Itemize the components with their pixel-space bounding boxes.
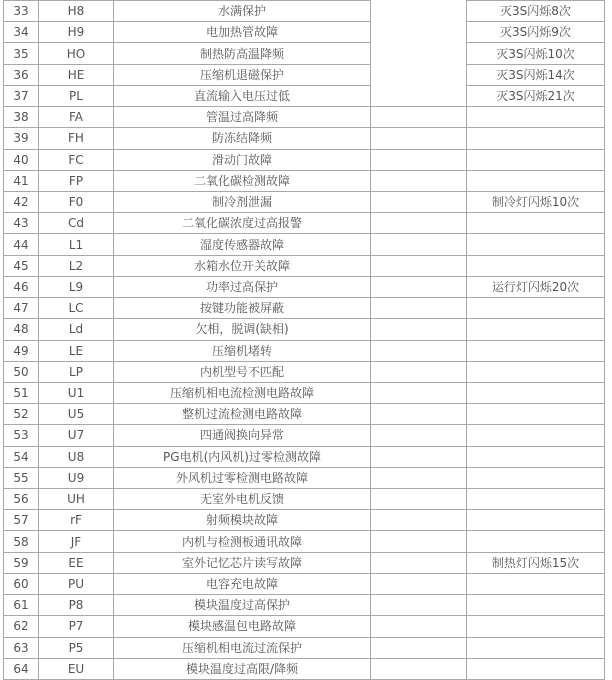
- table-row: [4, 446, 605, 467]
- row-index-cell: 50: [4, 361, 39, 382]
- note-cell: [371, 658, 467, 679]
- row-index-cell: 55: [4, 467, 39, 488]
- fault-code-table-body: [4, 1, 605, 680]
- fault-code-cell: P8: [39, 595, 114, 616]
- indicator-cell: 灭3S闪烁8次: [467, 1, 605, 22]
- table-row: [4, 489, 605, 510]
- fault-description-cell: 防冻结降频: [114, 128, 371, 149]
- fault-code-cell: UH: [39, 489, 114, 510]
- table-row: [4, 1, 605, 22]
- table-row: [4, 22, 605, 43]
- table-row: [4, 107, 605, 128]
- fault-code-cell: EU: [39, 658, 114, 679]
- note-cell: [371, 149, 467, 170]
- note-cell: [371, 637, 467, 658]
- row-index-cell: 49: [4, 340, 39, 361]
- fault-code-cell: L1: [39, 234, 114, 255]
- note-cell: [371, 1, 467, 22]
- row-index-cell: 56: [4, 489, 39, 510]
- row-index-cell: 47: [4, 298, 39, 319]
- row-index-cell: 34: [4, 22, 39, 43]
- fault-description-cell: 内机与检测板通讯故障: [114, 531, 371, 552]
- note-cell: [371, 467, 467, 488]
- table-row: [4, 276, 605, 297]
- note-cell: [371, 128, 467, 149]
- note-cell: [371, 595, 467, 616]
- indicator-cell: [467, 170, 605, 191]
- fault-code-cell: H9: [39, 22, 114, 43]
- fault-description-cell: 欠相，脱调(缺相): [114, 319, 371, 340]
- fault-description-cell: 二氧化碳检测故障: [114, 170, 371, 191]
- note-cell: [371, 22, 467, 43]
- indicator-cell: [467, 573, 605, 594]
- indicator-cell: [467, 489, 605, 510]
- fault-description-cell: 压缩机相电流过流保护: [114, 637, 371, 658]
- fault-description-cell: 滑动门故障: [114, 149, 371, 170]
- note-cell: [371, 425, 467, 446]
- table-row: [4, 255, 605, 276]
- table-row: [4, 616, 605, 637]
- table-row: [4, 467, 605, 488]
- fault-description-cell: 内机型号不匹配: [114, 361, 371, 382]
- fault-description-cell: 管温过高降频: [114, 107, 371, 128]
- indicator-cell: [467, 531, 605, 552]
- note-cell: [371, 234, 467, 255]
- indicator-cell: [467, 319, 605, 340]
- fault-code-cell: LC: [39, 298, 114, 319]
- row-index-cell: 63: [4, 637, 39, 658]
- fault-code-cell: FC: [39, 149, 114, 170]
- fault-description-cell: 水满保护: [114, 1, 371, 22]
- note-cell: [371, 552, 467, 573]
- row-index-cell: 60: [4, 573, 39, 594]
- indicator-cell: [467, 425, 605, 446]
- indicator-cell: [467, 149, 605, 170]
- row-index-cell: 35: [4, 43, 39, 64]
- table-row: [4, 510, 605, 531]
- fault-description-cell: 模块温度过高保护: [114, 595, 371, 616]
- indicator-cell: 灭3S闪烁9次: [467, 22, 605, 43]
- table-row: [4, 637, 605, 658]
- indicator-cell: [467, 637, 605, 658]
- note-cell: [371, 85, 467, 106]
- table-row: [4, 361, 605, 382]
- indicator-cell: [467, 340, 605, 361]
- indicator-cell: 制热灯闪烁15次: [467, 552, 605, 573]
- fault-code-cell: U1: [39, 382, 114, 403]
- fault-code-cell: L2: [39, 255, 114, 276]
- note-cell: [371, 510, 467, 531]
- fault-code-cell: FH: [39, 128, 114, 149]
- fault-description-cell: 电加热管故障: [114, 22, 371, 43]
- fault-code-cell: U7: [39, 425, 114, 446]
- table-row: [4, 319, 605, 340]
- row-index-cell: 59: [4, 552, 39, 573]
- fault-code-cell: P7: [39, 616, 114, 637]
- note-cell: [371, 255, 467, 276]
- note-cell: [371, 531, 467, 552]
- note-cell: [371, 64, 467, 85]
- table-row: [4, 170, 605, 191]
- fault-code-cell: HE: [39, 64, 114, 85]
- table-row: [4, 43, 605, 64]
- row-index-cell: 37: [4, 85, 39, 106]
- row-index-cell: 40: [4, 149, 39, 170]
- fault-code-cell: FA: [39, 107, 114, 128]
- row-index-cell: 57: [4, 510, 39, 531]
- row-index-cell: 61: [4, 595, 39, 616]
- note-cell: [371, 616, 467, 637]
- note-cell: [371, 107, 467, 128]
- fault-description-cell: 功率过高保护: [114, 276, 371, 297]
- row-index-cell: 62: [4, 616, 39, 637]
- fault-description-cell: 水箱水位开关故障: [114, 255, 371, 276]
- fault-code-cell: H8: [39, 1, 114, 22]
- fault-code-cell: Ld: [39, 319, 114, 340]
- fault-description-cell: 外风机过零检测电路故障: [114, 467, 371, 488]
- table-row: [4, 573, 605, 594]
- fault-code-cell: PU: [39, 573, 114, 594]
- note-cell: [371, 361, 467, 382]
- fault-description-cell: 整机过流检测电路故障: [114, 404, 371, 425]
- fault-code-cell: FP: [39, 170, 114, 191]
- fault-code-cell: U9: [39, 467, 114, 488]
- note-cell: [371, 446, 467, 467]
- fault-code-table: [3, 0, 605, 680]
- table-row: [4, 64, 605, 85]
- fault-description-cell: 模块感温包电路故障: [114, 616, 371, 637]
- row-index-cell: 44: [4, 234, 39, 255]
- indicator-cell: [467, 404, 605, 425]
- table-row: [4, 191, 605, 212]
- table-row: [4, 552, 605, 573]
- indicator-cell: [467, 298, 605, 319]
- fault-description-cell: 模块温度过高限/降频: [114, 658, 371, 679]
- fault-code-cell: U8: [39, 446, 114, 467]
- indicator-cell: [467, 107, 605, 128]
- fault-description-cell: 压缩机退磁保护: [114, 64, 371, 85]
- indicator-cell: [467, 382, 605, 403]
- table-row: [4, 531, 605, 552]
- fault-code-cell: U5: [39, 404, 114, 425]
- fault-description-cell: 室外记忆芯片读写故障: [114, 552, 371, 573]
- note-cell: [371, 489, 467, 510]
- fault-code-cell: F0: [39, 191, 114, 212]
- fault-code-cell: rF: [39, 510, 114, 531]
- fault-description-cell: 制热防高温降频: [114, 43, 371, 64]
- note-cell: [371, 573, 467, 594]
- row-index-cell: 45: [4, 255, 39, 276]
- fault-code-cell: JF: [39, 531, 114, 552]
- fault-code-cell: EE: [39, 552, 114, 573]
- note-cell: [371, 191, 467, 212]
- row-index-cell: 64: [4, 658, 39, 679]
- indicator-cell: 灭3S闪烁10次: [467, 43, 605, 64]
- fault-description-cell: 压缩机堵转: [114, 340, 371, 361]
- fault-code-cell: LE: [39, 340, 114, 361]
- table-row: [4, 234, 605, 255]
- indicator-cell: [467, 213, 605, 234]
- row-index-cell: 41: [4, 170, 39, 191]
- row-index-cell: 58: [4, 531, 39, 552]
- fault-description-cell: 制冷剂泄漏: [114, 191, 371, 212]
- indicator-cell: [467, 616, 605, 637]
- table-row: [4, 425, 605, 446]
- fault-code-cell: Cd: [39, 213, 114, 234]
- fault-description-cell: 湿度传感器故障: [114, 234, 371, 255]
- row-index-cell: 43: [4, 213, 39, 234]
- indicator-cell: 灭3S闪烁14次: [467, 64, 605, 85]
- note-cell: [371, 382, 467, 403]
- table-row: [4, 595, 605, 616]
- indicator-cell: [467, 510, 605, 531]
- note-cell: [371, 319, 467, 340]
- fault-description-cell: 射频模块故障: [114, 510, 371, 531]
- fault-description-cell: 无室外电机反馈: [114, 489, 371, 510]
- row-index-cell: 38: [4, 107, 39, 128]
- fault-description-cell: 直流输入电压过低: [114, 85, 371, 106]
- fault-description-cell: PG电机(内风机)过零检测故障: [114, 446, 371, 467]
- row-index-cell: 53: [4, 425, 39, 446]
- fault-description-cell: 压缩机相电流检测电路故障: [114, 382, 371, 403]
- indicator-cell: [467, 595, 605, 616]
- row-index-cell: 33: [4, 1, 39, 22]
- note-cell: [371, 298, 467, 319]
- indicator-cell: 制冷灯闪烁10次: [467, 191, 605, 212]
- table-row: [4, 85, 605, 106]
- row-index-cell: 48: [4, 319, 39, 340]
- table-row: [4, 128, 605, 149]
- table-row: [4, 382, 605, 403]
- fault-code-cell: L9: [39, 276, 114, 297]
- table-row: [4, 340, 605, 361]
- note-cell: [371, 170, 467, 191]
- indicator-cell: [467, 446, 605, 467]
- fault-description-cell: 四通阀换向异常: [114, 425, 371, 446]
- note-cell: [371, 340, 467, 361]
- note-cell: [371, 43, 467, 64]
- indicator-cell: [467, 128, 605, 149]
- indicator-cell: [467, 658, 605, 679]
- fault-description-cell: 电容充电故障: [114, 573, 371, 594]
- fault-description-cell: 按键功能被屏蔽: [114, 298, 371, 319]
- table-row: [4, 658, 605, 679]
- indicator-cell: [467, 467, 605, 488]
- note-cell: [371, 404, 467, 425]
- fault-code-cell: LP: [39, 361, 114, 382]
- row-index-cell: 46: [4, 276, 39, 297]
- row-index-cell: 52: [4, 404, 39, 425]
- fault-code-cell: HO: [39, 43, 114, 64]
- row-index-cell: 42: [4, 191, 39, 212]
- table-row: [4, 213, 605, 234]
- indicator-cell: [467, 255, 605, 276]
- indicator-cell: [467, 234, 605, 255]
- fault-code-cell: PL: [39, 85, 114, 106]
- row-index-cell: 39: [4, 128, 39, 149]
- row-index-cell: 54: [4, 446, 39, 467]
- table-row: [4, 298, 605, 319]
- indicator-cell: [467, 361, 605, 382]
- fault-code-cell: P5: [39, 637, 114, 658]
- row-index-cell: 51: [4, 382, 39, 403]
- table-row: [4, 149, 605, 170]
- table-row: [4, 404, 605, 425]
- fault-description-cell: 二氧化碳浓度过高报警: [114, 213, 371, 234]
- note-cell: [371, 276, 467, 297]
- note-cell: [371, 213, 467, 234]
- indicator-cell: 灭3S闪烁21次: [467, 85, 605, 106]
- indicator-cell: 运行灯闪烁20次: [467, 276, 605, 297]
- row-index-cell: 36: [4, 64, 39, 85]
